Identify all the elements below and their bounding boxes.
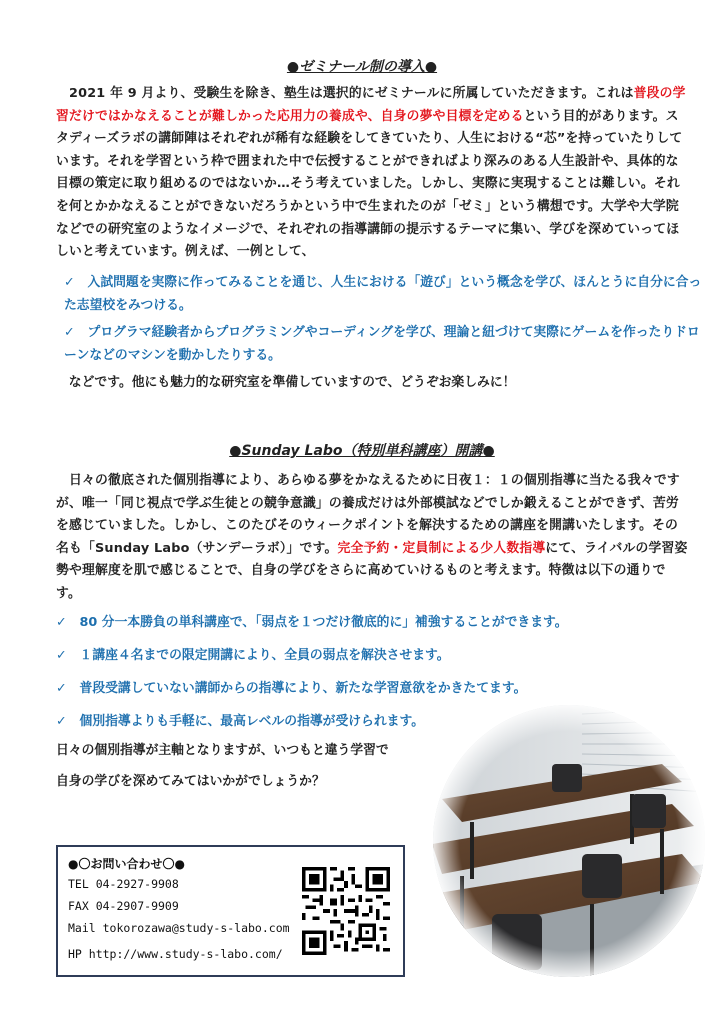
feature-item-1: ✓ 80 分一本勝負の単科講座で、「弱点を１つだけ徹底的に」補強することができます。 <box>56 615 568 630</box>
section1-closing: などです。他にも魅力的な研究室を準備していますので、どうぞお楽しみに！ <box>56 375 516 390</box>
section2-text-a: 日々の徹底された個別指導により、あらゆる夢をかなえるために日夜１：１の個別指導に当たる我々ですが、唯一「同じ視点で学ぶ生徒との競争意識」の養成だけは外部模試などでしか鍛えることができず、苦労を感じていました。しかし、このたびそのウィークポイントを解決するための講座を開講いたします。その名も「Sunday Labo（サンデーラボ）」です。 <box>56 473 680 556</box>
section2-text-b: にて、ライバルの学習姿勢や理解度を肌で感じることで、自身の学びをさらに高めていけるものと考えます。特徴は以下の通りです。 <box>56 540 688 601</box>
section1-paragraph <box>56 83 688 264</box>
section1-highlight: 普段の学習だけではかなえることが難しかった応用力の養成や、自身の夢や目標を定める <box>56 86 686 124</box>
section1-check-item-2: ✓ プログラマ経験者からプログラミングやコーディングを学び、理論と紐づけて実際にゲームを作ったりドローンなどのマシンを動かしたりする。 <box>64 325 700 363</box>
section2-heading: ●Sunday Labo（特別単科講座）開講● <box>229 443 495 459</box>
contact-fax: FAX 04-2907-9909 <box>68 899 179 913</box>
section2-closing-1: 日々の個別指導が主軸となりますが、いつもと違う学習で <box>56 743 389 758</box>
section2-paragraph <box>56 470 688 606</box>
feature-item-2: ✓ １講座４名までの限定開講により、全員の弱点を解決させます。 <box>56 648 450 663</box>
section1-text-a: 2021 年 9 月より、受験生を除き、塾生は選択的にゼミナールに所属していただきます。これは <box>56 86 634 101</box>
contact-box <box>56 845 405 977</box>
contact-tel: TEL 04-2927-9908 <box>68 877 179 891</box>
qr-code-icon[interactable] <box>302 867 390 955</box>
feature-item-3: ✓ 普段受講していない講師からの指導により、新たな学習意欲をかきたてます。 <box>56 681 527 696</box>
section1-heading: ●ゼミナール制の導入● <box>286 59 438 75</box>
contact-homepage[interactable]: HP http://www.study-s-labo.com/ <box>68 947 283 961</box>
feature-item-4: ✓ 個別指導よりも手軽に、最高レベルの指導が受けられます。 <box>56 714 425 729</box>
classroom-photo <box>432 704 706 978</box>
section1-check-item-1: ✓ 入試問題を実際に作ってみることを通じ、人生における「遊び」という概念を学び、ほんとうに自分に合った志望校をみつける。 <box>64 275 702 313</box>
section1-text-b: という目的があります。スタディーズラボの講師陣はそれぞれが稀有な経験をしてきていたり、人生における“芯”を持っていたりしています。それを学習という枠で囲まれた中で伝授することができればより深みのある人生設計や、具体的な目標の策定に取り組めるのではないか…そう考えていました。しかし、実際に実現することは難しい。それを何とかかなえることができないだろうかという中で生まれたのが「ゼミ」という構想です。大学や大学院などでの研究室のようなイメージで、それぞれの指導講師の提示するテーマに集い、学びを深めていってほしいと考えています。例えば、一例として、 <box>56 108 683 260</box>
section2-highlight: 完全予約・定員制による少人数指導 <box>337 540 546 556</box>
section2-closing-2: 自身の学びを深めてみてはいかがでしょうか？ <box>56 774 325 789</box>
contact-mail[interactable]: Mail tokorozawa@study-s-labo.com <box>68 921 290 935</box>
contact-title: ●〇お問い合わせ〇● <box>68 857 185 871</box>
